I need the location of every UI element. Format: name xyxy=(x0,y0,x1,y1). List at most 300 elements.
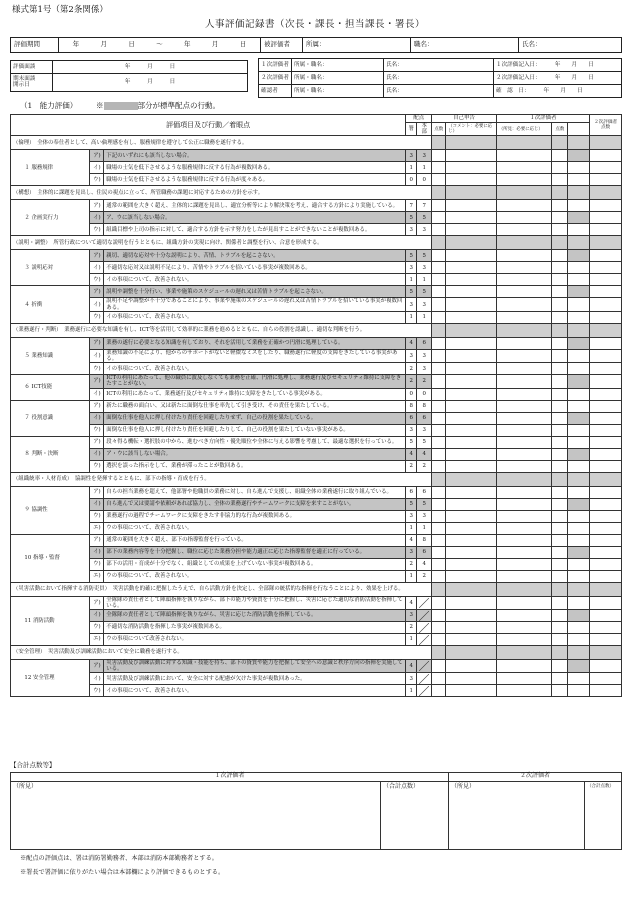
first-comment[interactable] xyxy=(496,250,552,262)
first-comment[interactable] xyxy=(496,634,552,646)
score-honbu: 6 xyxy=(417,546,432,558)
second-points[interactable] xyxy=(590,162,622,174)
self-comment[interactable] xyxy=(446,610,497,622)
self-points[interactable] xyxy=(432,286,446,298)
self-comment[interactable] xyxy=(446,522,497,534)
self-points[interactable] xyxy=(432,375,446,388)
first-comment[interactable] xyxy=(496,388,552,400)
self-points[interactable] xyxy=(432,460,446,472)
second-points[interactable] xyxy=(590,286,622,298)
score-honbu xyxy=(417,673,432,685)
self-comment[interactable] xyxy=(446,200,497,212)
second-points[interactable] xyxy=(590,610,622,622)
first-points[interactable] xyxy=(552,250,568,262)
self-comment[interactable] xyxy=(446,363,497,375)
behavior-label: ウ) xyxy=(90,174,104,186)
self-comment[interactable] xyxy=(446,162,497,174)
first-comment[interactable] xyxy=(496,274,552,286)
blank-cell xyxy=(568,610,590,622)
second-points[interactable] xyxy=(590,660,622,673)
first-comment[interactable] xyxy=(496,498,552,510)
behavior-label: ウ) xyxy=(90,224,104,236)
self-comment[interactable] xyxy=(446,622,497,634)
first-comment[interactable] xyxy=(496,486,552,498)
self-comment[interactable] xyxy=(446,150,497,162)
behavior-row xyxy=(11,224,622,236)
self-comment[interactable] xyxy=(446,412,497,424)
first-points[interactable] xyxy=(552,634,568,646)
behavior-text: 面倒な仕事を他人に押し付けたり責任を回避したりして、自己の役割を果たしていない事実がある。 xyxy=(104,424,406,436)
behavior-row xyxy=(11,262,622,274)
second-points[interactable] xyxy=(590,546,622,558)
period-range[interactable]: 年 月 日 〜 年 月 日 xyxy=(59,38,261,52)
behavior-label: ウ) xyxy=(90,424,104,436)
first-comment[interactable] xyxy=(496,622,552,634)
first-points[interactable]: （合計点数） xyxy=(381,782,449,850)
second-points[interactable] xyxy=(590,311,622,323)
first-points[interactable] xyxy=(552,274,568,286)
first-points[interactable] xyxy=(552,311,568,323)
score-honbu: 3 xyxy=(417,262,432,274)
self-comment[interactable] xyxy=(446,498,497,510)
second-points[interactable] xyxy=(590,349,622,362)
second-points[interactable] xyxy=(590,388,622,400)
self-comment[interactable] xyxy=(446,286,497,298)
first-comment[interactable] xyxy=(496,262,552,274)
self-points[interactable] xyxy=(432,412,446,424)
interview-date[interactable]: 年 月 日 xyxy=(53,61,248,74)
score-honbu: 6 xyxy=(417,337,432,349)
blank-cell xyxy=(568,558,590,570)
behavior-row xyxy=(11,337,622,349)
first-points[interactable] xyxy=(552,224,568,236)
first-points[interactable] xyxy=(552,262,568,274)
blank-cell xyxy=(568,546,590,558)
first-points[interactable] xyxy=(552,498,568,510)
first-points[interactable] xyxy=(552,660,568,673)
behavior-text: 全隊隊の責任者として陣頭指揮を執りながら、部下の能力や資質を十分に把握し、災害に応じた適切な消防活動を指揮している。 xyxy=(104,596,406,609)
first-points[interactable] xyxy=(552,558,568,570)
behavior-row xyxy=(11,412,622,424)
open-date[interactable]: 年 月 日 xyxy=(53,74,248,92)
first-points[interactable] xyxy=(552,424,568,436)
first-points[interactable] xyxy=(552,510,568,522)
first-points[interactable] xyxy=(552,610,568,622)
score-sho: 1 xyxy=(406,634,417,646)
score-sho: 0 xyxy=(406,388,417,400)
first-comment[interactable] xyxy=(496,436,552,448)
self-points[interactable] xyxy=(432,298,446,311)
first-comment[interactable] xyxy=(496,460,552,472)
category-title: （組織統率・人材育成） 協調性を発揮するとともに、部下の指導・育成を行う。 xyxy=(11,472,432,486)
blank-cell xyxy=(568,436,590,448)
second-points[interactable] xyxy=(590,200,622,212)
first-points[interactable] xyxy=(552,534,568,546)
blank-cell xyxy=(568,349,590,362)
self-points[interactable] xyxy=(432,274,446,286)
self-comment[interactable] xyxy=(446,424,497,436)
first-comment[interactable] xyxy=(496,311,552,323)
subject-affil[interactable]: 所属： xyxy=(303,38,411,52)
score-honbu: 5 xyxy=(417,436,432,448)
self-points[interactable] xyxy=(432,311,446,323)
second-points[interactable] xyxy=(590,436,622,448)
behavior-row xyxy=(11,274,622,286)
blank-cell xyxy=(568,622,590,634)
self-comment[interactable] xyxy=(446,685,497,697)
total-table xyxy=(10,772,622,850)
behavior-label: ア) xyxy=(90,375,104,388)
behavior-label: イ) xyxy=(90,262,104,274)
item-name: ６ ICT技能 xyxy=(22,375,89,400)
first-comment[interactable] xyxy=(496,375,552,388)
score-sho: 1 xyxy=(406,685,417,697)
first-points[interactable] xyxy=(552,673,568,685)
second-points[interactable] xyxy=(590,298,622,311)
self-comment[interactable] xyxy=(446,660,497,673)
blank-cell xyxy=(568,262,590,274)
first-comment[interactable] xyxy=(496,424,552,436)
behavior-label: イ) xyxy=(90,388,104,400)
behavior-label: イ) xyxy=(90,212,104,224)
first-points[interactable] xyxy=(552,486,568,498)
second-points[interactable] xyxy=(590,174,622,186)
header-item: 評価項目及び行動／着眼点 xyxy=(11,115,406,136)
second-points[interactable] xyxy=(590,274,622,286)
score-honbu xyxy=(417,596,432,609)
first-comment[interactable] xyxy=(496,412,552,424)
slash-mark xyxy=(419,661,429,671)
first-points[interactable] xyxy=(552,596,568,609)
self-points[interactable] xyxy=(432,174,446,186)
self-comment[interactable] xyxy=(446,596,497,609)
self-points[interactable] xyxy=(432,558,446,570)
first-comment[interactable] xyxy=(496,150,552,162)
first-points[interactable] xyxy=(552,375,568,388)
rater-row: 確認者 所属・職名： 氏名： 確 認 日： 年 月 日 xyxy=(259,85,622,98)
self-comment[interactable] xyxy=(446,212,497,224)
second-points[interactable] xyxy=(590,424,622,436)
self-points[interactable] xyxy=(432,150,446,162)
first-points[interactable] xyxy=(552,286,568,298)
first-points[interactable] xyxy=(552,622,568,634)
self-comment[interactable] xyxy=(446,262,497,274)
self-points[interactable] xyxy=(432,363,446,375)
second-points[interactable] xyxy=(590,412,622,424)
second-points[interactable]: （合計点数） xyxy=(585,782,622,850)
first-comment[interactable] xyxy=(496,162,552,174)
first-points[interactable] xyxy=(552,337,568,349)
score-sho: 8 xyxy=(406,400,417,412)
second-points[interactable] xyxy=(590,212,622,224)
score-honbu: 3 xyxy=(417,150,432,162)
first-points[interactable] xyxy=(552,436,568,448)
first-comment[interactable] xyxy=(496,673,552,685)
interview-table xyxy=(10,60,248,92)
first-comment[interactable] xyxy=(496,510,552,522)
behavior-label: ウ) xyxy=(90,622,104,634)
first-points[interactable] xyxy=(552,546,568,558)
first-remark[interactable]: （所見） xyxy=(11,782,381,850)
first-comment[interactable] xyxy=(496,363,552,375)
first-points[interactable] xyxy=(552,522,568,534)
score-honbu: 4 xyxy=(417,558,432,570)
self-comment[interactable] xyxy=(446,460,497,472)
self-points[interactable] xyxy=(432,224,446,236)
behavior-label: ア) xyxy=(90,534,104,546)
second-points[interactable] xyxy=(590,522,622,534)
self-comment[interactable] xyxy=(446,250,497,262)
behavior-text: 職場の士気を低下させるような服務規律に反する行為が複数回ある。 xyxy=(104,162,406,174)
second-points[interactable] xyxy=(590,375,622,388)
self-points[interactable] xyxy=(432,424,446,436)
first-comment[interactable] xyxy=(496,546,552,558)
self-comment[interactable] xyxy=(446,534,497,546)
behavior-text: 部下の活用・育成が十分でなく、組織としての成果を上げていない事実が複数回ある。 xyxy=(104,558,406,570)
second-points[interactable] xyxy=(590,363,622,375)
first-comment[interactable] xyxy=(496,286,552,298)
second-points[interactable] xyxy=(590,596,622,609)
score-sho: 4 xyxy=(406,337,417,349)
behavior-label: ア) xyxy=(90,486,104,498)
self-points[interactable] xyxy=(432,400,446,412)
second-points[interactable] xyxy=(590,570,622,582)
score-sho: 2 xyxy=(406,363,417,375)
self-points[interactable] xyxy=(432,673,446,685)
score-honbu xyxy=(417,685,432,697)
self-points[interactable] xyxy=(432,349,446,362)
first-points[interactable] xyxy=(552,150,568,162)
first-comment[interactable] xyxy=(496,610,552,622)
blank-cell xyxy=(568,685,590,697)
self-points[interactable] xyxy=(432,622,446,634)
first-comment[interactable] xyxy=(496,570,552,582)
self-comment[interactable] xyxy=(446,400,497,412)
behavior-row xyxy=(11,460,622,472)
first-comment[interactable] xyxy=(496,534,552,546)
second-points[interactable] xyxy=(590,224,622,236)
first-comment[interactable] xyxy=(496,448,552,460)
first-comment[interactable] xyxy=(496,224,552,236)
score-sho: 3 xyxy=(406,298,417,311)
first-points[interactable] xyxy=(552,412,568,424)
behavior-label: ウ) xyxy=(90,460,104,472)
behavior-text: ウの事項について改善されない。 xyxy=(104,634,406,646)
note-1: ※配点の評価点は、署は消防署勤務者、本部は消防本部勤務者とする。 xyxy=(20,855,218,862)
subject-post[interactable]: 職名： xyxy=(411,38,519,52)
self-points[interactable] xyxy=(432,262,446,274)
first-comment[interactable] xyxy=(496,522,552,534)
self-comment[interactable] xyxy=(446,634,497,646)
self-comment[interactable] xyxy=(446,274,497,286)
subject-label: 被評価者 xyxy=(261,38,303,52)
behavior-label: ア) xyxy=(90,200,104,212)
self-comment[interactable] xyxy=(446,349,497,362)
first-comment[interactable] xyxy=(496,685,552,697)
self-points[interactable] xyxy=(432,486,446,498)
behavior-label: ア) xyxy=(90,286,104,298)
score-honbu: 5 xyxy=(417,286,432,298)
second-points[interactable] xyxy=(590,534,622,546)
self-points[interactable] xyxy=(432,510,446,522)
first-points[interactable] xyxy=(552,363,568,375)
first-points[interactable] xyxy=(552,460,568,472)
first-points[interactable] xyxy=(552,349,568,362)
first-comment[interactable] xyxy=(496,400,552,412)
self-points[interactable] xyxy=(432,250,446,262)
first-points[interactable] xyxy=(552,298,568,311)
self-points[interactable] xyxy=(432,212,446,224)
score-sho: 3 xyxy=(406,224,417,236)
self-comment[interactable] xyxy=(446,375,497,388)
score-honbu: 2 xyxy=(417,375,432,388)
first-points[interactable] xyxy=(552,448,568,460)
first-points[interactable] xyxy=(552,685,568,697)
self-comment[interactable] xyxy=(446,486,497,498)
self-comment[interactable] xyxy=(446,224,497,236)
second-points[interactable] xyxy=(590,510,622,522)
self-points[interactable] xyxy=(432,448,446,460)
second-points[interactable] xyxy=(590,150,622,162)
second-points[interactable] xyxy=(590,262,622,274)
self-points[interactable] xyxy=(432,498,446,510)
first-comment[interactable] xyxy=(496,212,552,224)
self-points[interactable] xyxy=(432,570,446,582)
self-points[interactable] xyxy=(432,162,446,174)
self-points[interactable] xyxy=(432,534,446,546)
first-comment[interactable] xyxy=(496,298,552,311)
second-points[interactable] xyxy=(590,486,622,498)
second-remark[interactable]: （所見） xyxy=(449,782,585,850)
self-points[interactable] xyxy=(432,337,446,349)
second-points[interactable] xyxy=(590,673,622,685)
second-points[interactable] xyxy=(590,622,622,634)
blank-cell xyxy=(568,375,590,388)
score-honbu: 5 xyxy=(417,212,432,224)
second-points[interactable] xyxy=(590,558,622,570)
behavior-label: イ) xyxy=(90,610,104,622)
behavior-text: イの事項について、改善されない。 xyxy=(104,274,406,286)
score-honbu: 1 xyxy=(417,274,432,286)
first-comment[interactable] xyxy=(496,596,552,609)
self-points[interactable] xyxy=(432,596,446,609)
behavior-row xyxy=(11,622,622,634)
self-points[interactable] xyxy=(432,610,446,622)
first-comment[interactable] xyxy=(496,660,552,673)
subject-name[interactable]: 氏名： xyxy=(522,40,542,49)
second-points[interactable] xyxy=(590,634,622,646)
behavior-label: ア) xyxy=(90,250,104,262)
first-comment[interactable] xyxy=(496,349,552,362)
behavior-row xyxy=(11,174,622,186)
second-points[interactable] xyxy=(590,460,622,472)
first-points[interactable] xyxy=(552,570,568,582)
item-name: 11 消防活動 xyxy=(22,596,89,645)
blank-cell xyxy=(568,460,590,472)
behavior-label: イ) xyxy=(90,298,104,311)
score-honbu: 3 xyxy=(417,298,432,311)
self-comment[interactable] xyxy=(446,448,497,460)
behavior-row xyxy=(11,596,622,609)
blank-cell xyxy=(568,448,590,460)
self-points[interactable] xyxy=(432,546,446,558)
score-sho: 4 xyxy=(406,448,417,460)
second-points[interactable] xyxy=(590,400,622,412)
self-comment[interactable] xyxy=(446,510,497,522)
score-sho: 6 xyxy=(406,412,417,424)
behavior-label: ウ) xyxy=(90,558,104,570)
self-points[interactable] xyxy=(432,660,446,673)
score-sho: 3 xyxy=(406,349,417,362)
blank-cell xyxy=(568,250,590,262)
behavior-text: 自らの担当業務を超えて、他部署や他職員の業務に対し、自ら進んで支援し、組織全体の業務遂行に取り組んでいる。 xyxy=(104,486,406,498)
self-points[interactable] xyxy=(432,388,446,400)
second-points[interactable] xyxy=(590,685,622,697)
self-comment[interactable] xyxy=(446,311,497,323)
item-name: ９ 協調性 xyxy=(22,486,89,534)
first-points[interactable] xyxy=(552,212,568,224)
behavior-text: ア、ウに該当しない場合。 xyxy=(104,212,406,224)
behavior-text: 段々得る機転・選択肢の中から、進むべき方向性・優先順位や全体に与える影響を考慮して、最適な選択を行っている。 xyxy=(104,436,406,448)
first-points[interactable] xyxy=(552,174,568,186)
self-comment[interactable] xyxy=(446,298,497,311)
self-comment[interactable] xyxy=(446,558,497,570)
behavior-row xyxy=(11,510,622,522)
second-points[interactable] xyxy=(590,250,622,262)
behavior-row xyxy=(11,546,622,558)
first-points[interactable] xyxy=(552,162,568,174)
category-title: （説明・調整） 所管行政について適切な説明を行うとともに、組織方針の実現に向け、関係者と調整を行い、合意を形成する。 xyxy=(11,236,432,250)
self-comment[interactable] xyxy=(446,673,497,685)
behavior-text: イの事項について、改善されない。 xyxy=(104,685,406,697)
score-sho: 3 xyxy=(406,610,417,622)
section-title: （1 能力評価） ※ 部分が標準配点の行動。 xyxy=(20,101,221,110)
self-points[interactable] xyxy=(432,522,446,534)
score-honbu: 6 xyxy=(417,412,432,424)
score-honbu: 3 xyxy=(417,224,432,236)
behavior-text: 説明不足や調整が不十分であることにより、事業や施策のスケジュールの遅れ又は苦情トラブルを招いている事実が複数回ある。 xyxy=(104,298,406,311)
self-comment[interactable] xyxy=(446,174,497,186)
self-comment[interactable] xyxy=(446,436,497,448)
first-points[interactable] xyxy=(552,388,568,400)
self-comment[interactable] xyxy=(446,388,497,400)
score-sho: 5 xyxy=(406,212,417,224)
self-comment[interactable] xyxy=(446,570,497,582)
first-comment[interactable] xyxy=(496,200,552,212)
second-points[interactable] xyxy=(590,337,622,349)
first-comment[interactable] xyxy=(496,558,552,570)
first-points[interactable] xyxy=(552,200,568,212)
self-points[interactable] xyxy=(432,200,446,212)
self-points[interactable] xyxy=(432,685,446,697)
second-points[interactable] xyxy=(590,498,622,510)
first-comment[interactable] xyxy=(496,337,552,349)
self-points[interactable] xyxy=(432,634,446,646)
first-points[interactable] xyxy=(552,400,568,412)
blank-cell xyxy=(568,570,590,582)
self-comment[interactable] xyxy=(446,337,497,349)
self-comment[interactable] xyxy=(446,546,497,558)
note-2: ※署長で署評価に依りがたい場合は本部欄により評価できるものとする。 xyxy=(20,869,225,876)
behavior-label: ウ) xyxy=(90,510,104,522)
blank-cell xyxy=(568,673,590,685)
category-row xyxy=(11,236,622,250)
blank-cell xyxy=(568,363,590,375)
second-points[interactable] xyxy=(590,448,622,460)
self-points[interactable] xyxy=(432,436,446,448)
behavior-row xyxy=(11,534,622,546)
first-comment[interactable] xyxy=(496,174,552,186)
